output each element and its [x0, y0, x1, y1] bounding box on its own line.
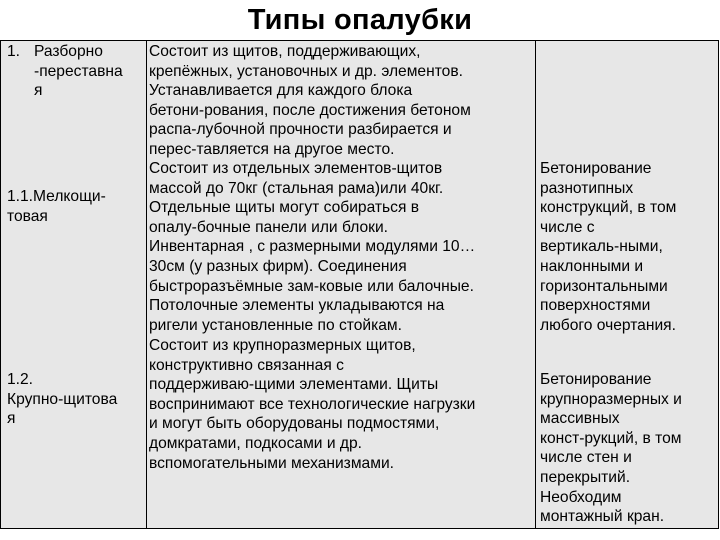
text-line: и могут быть оборудованы подмостями,	[149, 415, 440, 433]
list-number: 1.	[7, 43, 21, 60]
text-line: разнотипных	[540, 179, 634, 197]
text-line: вертикаль-ными,	[540, 238, 663, 256]
description-block-3	[149, 336, 475, 473]
text-line: перекрытий.	[540, 468, 631, 486]
text-line: массой до 70кг (стальная рама)или 40кг.	[149, 179, 444, 197]
page-title: Типы опалубки	[247, 4, 473, 36]
text-line: Устанавливается для каждого блока	[149, 82, 413, 100]
description-block-1	[149, 42, 471, 160]
column-divider-1	[146, 41, 147, 528]
text-line: крепёжных, установочных и др. элементов.	[149, 62, 463, 80]
text-line: Потолочные элементы укладываются на	[149, 297, 445, 315]
text-line: воспринимают все технологические нагрузки	[149, 395, 476, 413]
text-line: -переставна	[34, 62, 123, 80]
text-line: Состоит из отдельных элементов-щитов	[149, 160, 443, 177]
text-line: опалу-бочные панели или блоки.	[149, 218, 389, 236]
formwork-type-1-2	[7, 370, 117, 429]
text-line: крупноразмерных и	[540, 390, 682, 408]
text-line: 1.1.Мелкощи-	[7, 188, 106, 205]
text-line: Отдельные щиты могут собираться в	[149, 199, 420, 217]
text-line: ригели установленные по стойкам.	[149, 316, 402, 334]
application-block-1	[540, 159, 676, 335]
text-line: поддерживаю-щими элементами. Щиты	[149, 376, 439, 394]
text-line: конст-рукций, в том	[540, 429, 682, 447]
description-block-2	[149, 159, 475, 335]
text-line: 30см (у разных фирм). Соединения	[149, 257, 407, 275]
text-line: наклонными и	[540, 257, 644, 275]
text-line: Бетонирование	[540, 160, 652, 177]
column-divider-2	[535, 41, 536, 528]
text-line: Инвентарная , с размерными модулями 10…	[149, 238, 476, 256]
application-block-2	[540, 370, 682, 527]
text-line: Бетонирование	[540, 371, 652, 388]
text-line: домкратами, подкосами и др.	[149, 434, 362, 452]
text-line: Необходим	[540, 488, 622, 506]
text-line: конструктивно связанная с	[149, 356, 344, 374]
text-line: товая	[7, 207, 48, 225]
text-line: я	[7, 410, 16, 428]
text-line: числе стен и	[540, 449, 632, 467]
text-line: перес-тавляется на другое место.	[149, 140, 395, 158]
text-line: любого очертания.	[540, 316, 676, 334]
text-line: массивных	[540, 410, 620, 428]
text-line: монтажный кран.	[540, 508, 665, 526]
text-line: 1.2.	[7, 371, 34, 388]
formwork-types-table	[0, 40, 719, 529]
formwork-type-1	[34, 42, 123, 101]
text-line: числе с	[540, 218, 595, 236]
text-line: поверхностями	[540, 297, 651, 315]
text-line: вспомогательными механизмами.	[149, 454, 394, 472]
text-line: бетони-рования, после достижения бетоном	[149, 101, 471, 119]
text-line: быстроразъёмные зам-ковые или балочные.	[149, 277, 474, 295]
text-line: Крупно-щитова	[7, 390, 118, 408]
text-line: я	[34, 82, 43, 100]
text-line: распа-лубочной прочности разбирается и	[149, 121, 452, 139]
formwork-type-1-1	[7, 187, 106, 226]
text-line: Разборно	[34, 43, 103, 60]
text-line: Состоит из крупноразмерных щитов,	[149, 337, 416, 354]
text-line: горизонтальными	[540, 277, 668, 295]
text-line: Состоит из щитов, поддерживающих,	[149, 43, 421, 60]
text-line: конструкций, в том	[540, 199, 677, 217]
